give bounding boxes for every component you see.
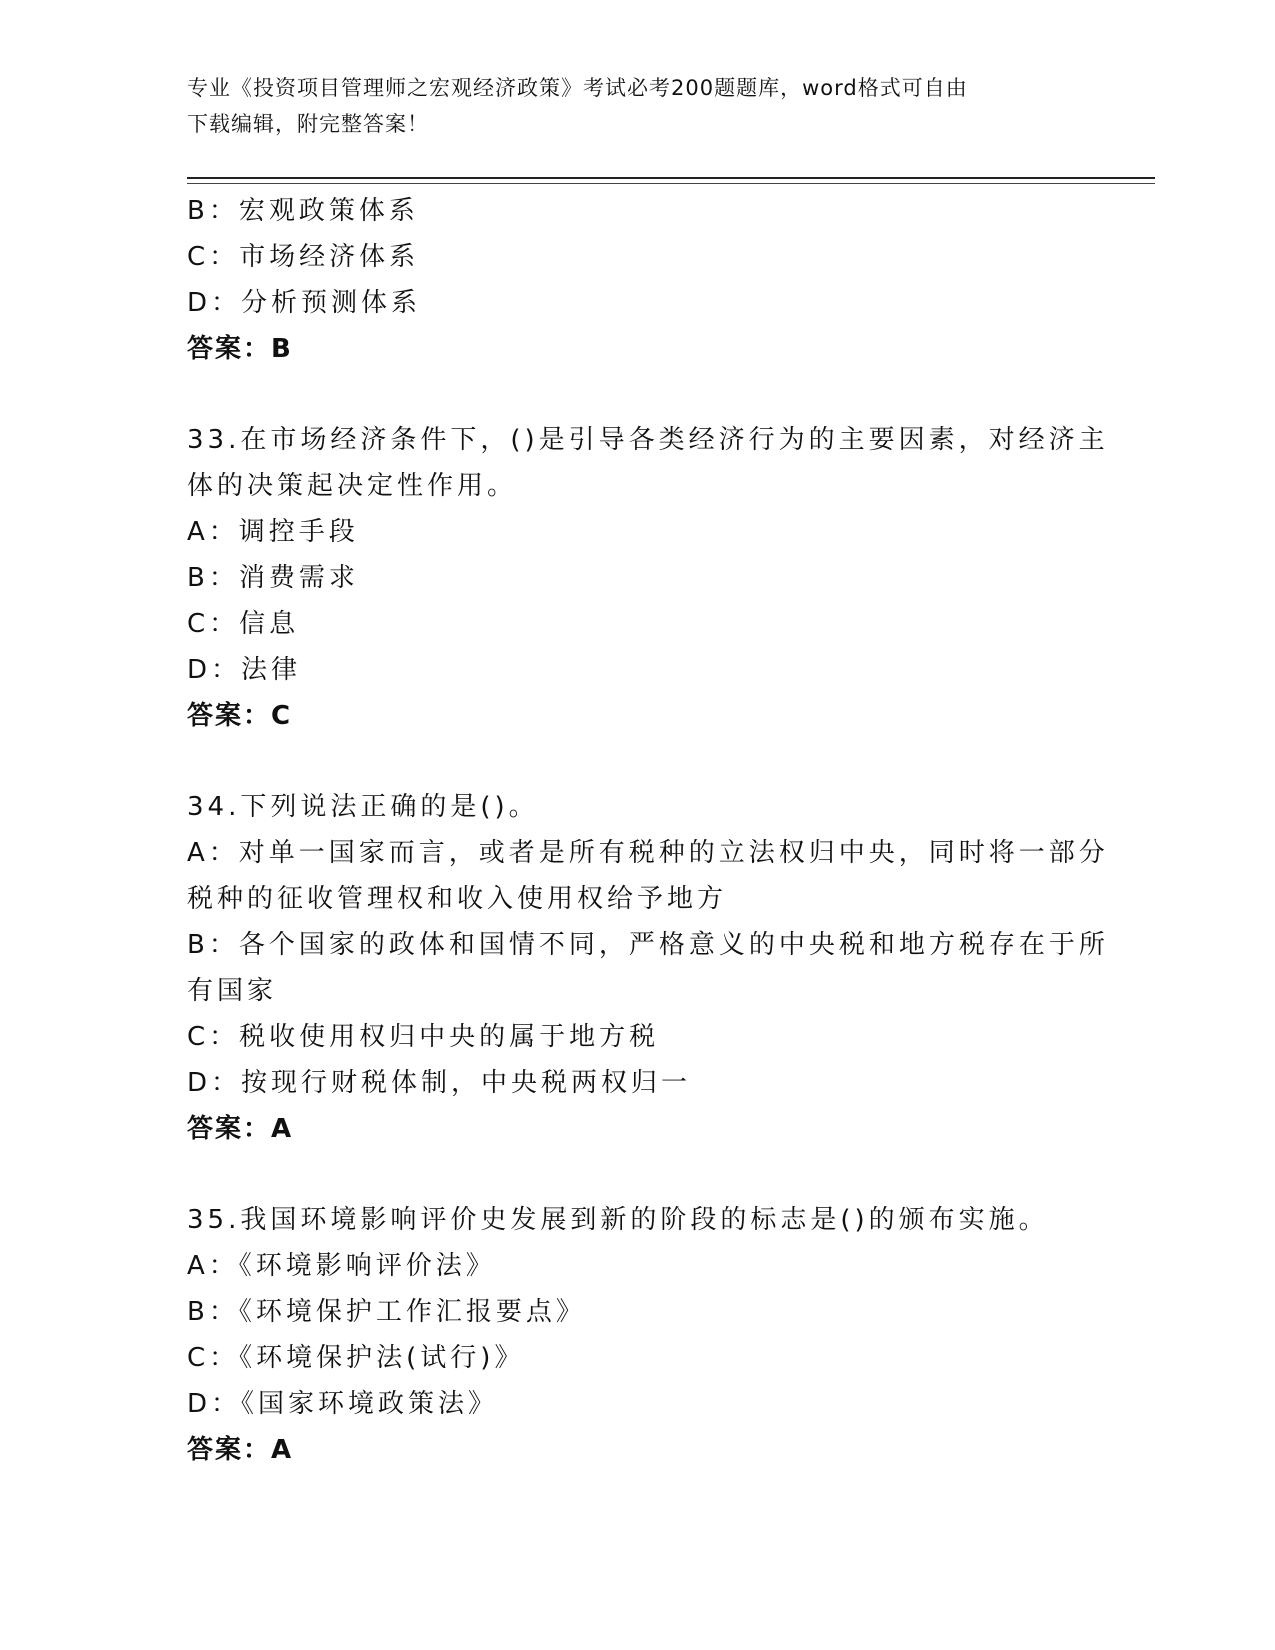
option-c: C：税收使用权归中央的属于地方税 <box>187 1022 660 1052</box>
question-stem: 35.我国环境影响评价史发展到新的阶段的标志是()的颁布实施。 <box>187 1205 1049 1235</box>
option-c: C：《环境保护法(试行)》 <box>187 1343 525 1373</box>
option-b: B：宏观政策体系 <box>187 196 419 226</box>
option-a: A：对单一国家而言，或者是所有税种的立法权归中央，同时将一部分 <box>187 838 1109 868</box>
header-line-2: 下载编辑，附完整答案！ <box>187 112 429 136</box>
option-c: C：市场经济体系 <box>187 242 420 272</box>
question-list <box>187 188 1109 1473</box>
option-b: B：各个国家的政体和国情不同，严格意义的中央税和地方税存在于所 <box>187 930 1109 960</box>
option-a-cont: 税种的征收管理权和收入使用权给予地方 <box>187 884 728 914</box>
option-b: B：消费需求 <box>187 563 359 593</box>
option-c: C：信息 <box>187 609 300 639</box>
option-b-cont: 有国家 <box>187 976 278 1006</box>
question-stem: 33.在市场经济条件下，()是引导各类经济行为的主要因素，对经济主 <box>187 425 1109 455</box>
header-divider-thin <box>187 183 1155 184</box>
question-34 <box>187 784 1109 1152</box>
question-32 <box>187 188 1087 372</box>
option-a: A：《环境影响评价法》 <box>187 1251 496 1281</box>
option-d: D：《国家环境政策法》 <box>187 1389 499 1419</box>
question-35 <box>187 1197 1087 1473</box>
question-stem-cont: 体的决策起决定性作用。 <box>187 471 518 501</box>
option-d: D：分析预测体系 <box>187 288 422 318</box>
option-a: A：调控手段 <box>187 517 359 547</box>
option-d: D：法律 <box>187 655 302 685</box>
answer: 答案：A <box>187 1435 294 1465</box>
header-divider-thick <box>187 177 1155 179</box>
question-stem: 34.下列说法正确的是()。 <box>187 792 539 822</box>
answer: 答案：C <box>187 701 293 731</box>
answer: 答案：A <box>187 1114 294 1144</box>
answer: 答案：B <box>187 334 293 364</box>
option-d: D：按现行财税体制，中央税两权归一 <box>187 1068 692 1098</box>
option-b: B：《环境保护工作汇报要点》 <box>187 1297 586 1327</box>
header-line-1: 专业《投资项目管理师之宏观经济政策》考试必考200题题库，word格式可自由 <box>187 76 968 100</box>
document-header <box>187 70 1087 142</box>
question-33 <box>187 417 1109 739</box>
